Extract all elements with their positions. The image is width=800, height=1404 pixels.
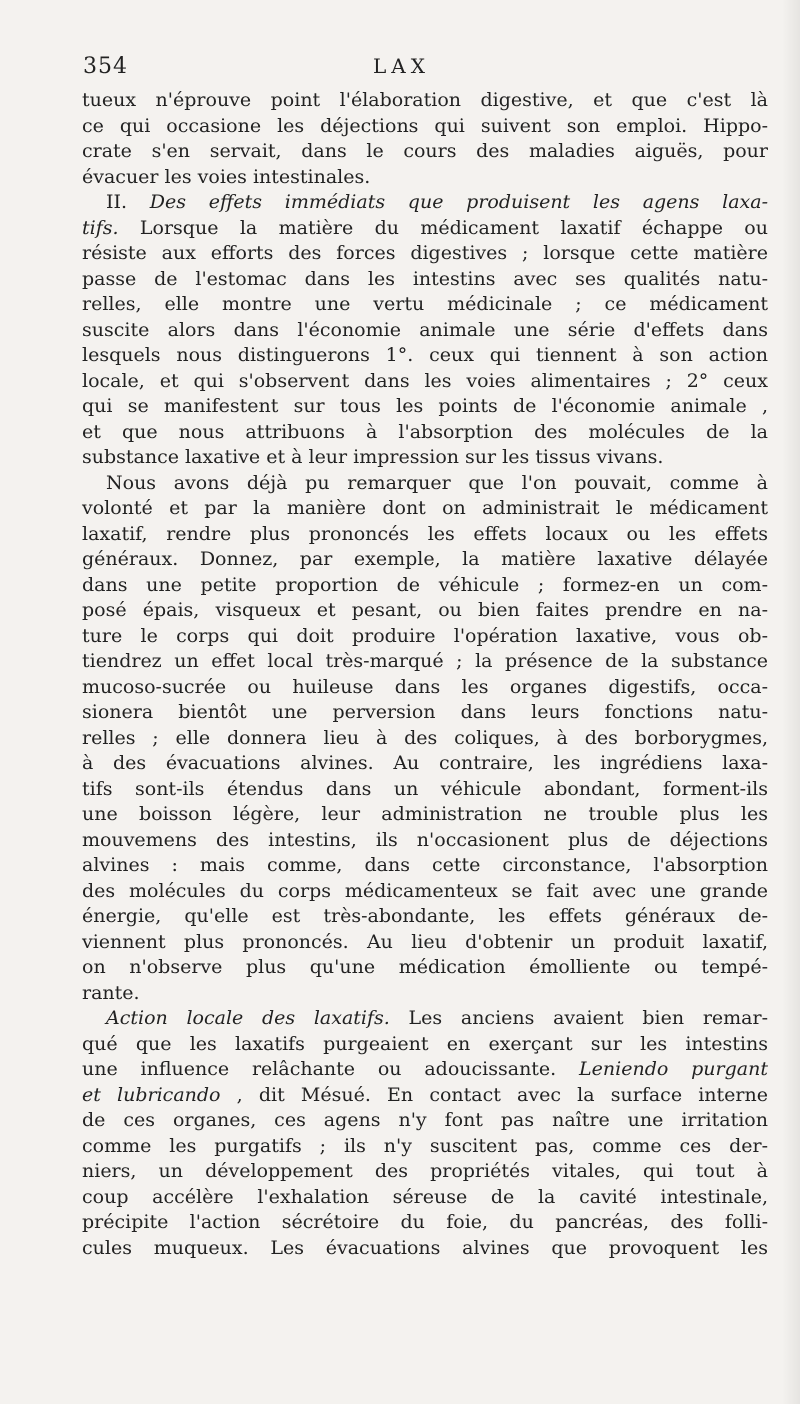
line-text: suscite alors dans l'économie animale une série d'effets dans <box>82 318 768 341</box>
line-text: ture le corps qui doit produire l'opération laxative, vous ob- <box>82 624 768 647</box>
text-line <box>82 420 768 446</box>
line-text: tiendrez un effet local très-marqué ; la présence de la substance <box>82 650 768 672</box>
line-text: lesquels nous distinguerons 1°. ceux qui tiennent à son action <box>82 344 768 366</box>
line-text: Nous avons déjà pu remarquer que l'on pouvait, comme à <box>106 471 768 494</box>
text-line <box>82 649 768 675</box>
page-header <box>83 50 740 84</box>
running-head: LAX <box>373 54 430 78</box>
line-text: on n'observe plus qu'une médication émolliente ou tempé- <box>82 956 768 978</box>
line-text: une boisson légère, leur administration ne trouble plus les <box>82 803 768 825</box>
text-line <box>82 343 768 369</box>
text-line <box>82 1108 768 1134</box>
line-text: sionera bientôt une perversion dans leurs fonctions natu- <box>82 701 768 723</box>
text-line <box>82 955 768 981</box>
line-text: II. <box>106 191 150 213</box>
text-line <box>82 624 768 650</box>
line-text: qui se manifestent sur tous les points de l'économie animale , <box>82 395 768 417</box>
text-line <box>82 318 768 344</box>
text-line <box>82 139 768 165</box>
line-text: volonté et par la manière dont on administrait le médicament <box>82 497 768 519</box>
line-text: relles ; elle donnera lieu à des coliques, à des borborygmes, <box>82 726 768 749</box>
text-line <box>82 88 768 114</box>
line-text: Les anciens avaient bien remar- <box>389 1007 768 1029</box>
text-line <box>82 394 768 420</box>
line-text: une influence relâchante ou adoucissante. <box>82 1058 580 1080</box>
line-text: relles, elle montre une vertu médicinale ; ce médicament <box>82 293 768 315</box>
text-line <box>82 267 768 293</box>
line-text: tifs sont-ils étendus dans un véhicule abondant, forment-ils <box>82 777 768 800</box>
line-text: qué que les laxatifs purgeaient en exerçant sur les intestins <box>82 1032 768 1055</box>
text-line <box>82 1236 768 1262</box>
page-edge-shadow <box>782 0 800 1404</box>
line-text: viennent plus prononcés. Au lieu d'obtenir un produit laxatif, <box>82 930 768 953</box>
text-line <box>82 598 768 624</box>
body-text <box>82 88 768 1261</box>
text-line <box>82 216 768 242</box>
text-line <box>82 547 768 573</box>
text-line <box>82 1057 768 1083</box>
text-line <box>82 1185 768 1211</box>
line-text: comme les purgatifs ; ils n'y suscitent pas, comme ces der- <box>82 1134 768 1157</box>
text-line <box>82 292 768 318</box>
text-line <box>82 904 768 930</box>
line-text: et que nous attribuons à l'absorption des molécules de la <box>82 420 768 443</box>
text-line <box>82 1006 768 1032</box>
line-text: mucoso-sucrée ou huileuse dans les organes digestifs, occa- <box>82 675 768 698</box>
text-line <box>82 471 768 497</box>
line-text: locale, et qui s'observent dans les voies alimentaires ; 2° ceux <box>82 369 768 392</box>
text-line <box>82 726 768 752</box>
text-line <box>82 879 768 905</box>
text-line <box>82 1210 768 1236</box>
line-text: précipite l'action sécrétoire du foie, du pancréas, des folli- <box>82 1211 768 1233</box>
text-line <box>82 165 768 191</box>
text-line <box>82 853 768 879</box>
line-text: généraux. Donnez, par exemple, la matière laxative délayée <box>82 548 768 570</box>
text-line <box>82 751 768 777</box>
italic-text: tifs. <box>82 216 119 239</box>
text-line <box>82 114 768 140</box>
text-line <box>82 675 768 701</box>
text-line <box>82 1032 768 1058</box>
line-text: résiste aux efforts des forces digestives ; lorsque cette matière <box>82 242 768 264</box>
text-line <box>82 496 768 522</box>
text-line <box>82 981 768 1007</box>
line-text: ce qui occasione les déjections qui suivent son emploi. Hippo- <box>82 114 768 137</box>
line-text: passe de l'estomac dans les intestins avec ses qualités natu- <box>82 267 768 290</box>
italic-text: et lubricando <box>82 1083 221 1106</box>
text-line <box>82 369 768 395</box>
text-line <box>82 802 768 828</box>
text-line <box>82 700 768 726</box>
text-line <box>82 573 768 599</box>
line-text: de ces organes, ces agens n'y font pas naître une irritation <box>82 1109 768 1131</box>
line-text: niers, un développement des propriétés vitales, qui tout à <box>82 1160 768 1182</box>
line-text: laxatif, rendre plus prononcés les effets locaux ou les effets <box>82 522 768 545</box>
page-number: 354 <box>83 54 128 79</box>
text-line <box>82 1083 768 1109</box>
text-line <box>82 241 768 267</box>
text-line <box>82 1159 768 1185</box>
line-text: des molécules du corps médicamenteux se fait avec une grande <box>82 879 768 902</box>
text-line <box>82 1134 768 1160</box>
text-line <box>82 190 768 216</box>
line-text: cules muqueux. Les évacuations alvines que provoquent les <box>82 1236 768 1259</box>
line-text: substance laxative et à leur impression sur les tissus vivans. <box>82 446 664 468</box>
line-text: posé épais, visqueux et pesant, ou bien faites prendre en na- <box>82 599 768 621</box>
text-line <box>82 522 768 548</box>
line-text: évacuer les voies intestinales. <box>82 165 371 188</box>
text-line <box>82 930 768 956</box>
italic-text: Leniendo purgant <box>579 1058 768 1080</box>
line-text: mouvemens des intestins, ils n'occasionent plus de déjections <box>82 828 768 851</box>
text-line <box>82 828 768 854</box>
line-text: rante. <box>82 981 140 1004</box>
italic-text: Des effets immédiats que produisent les agens laxa- <box>149 191 769 213</box>
line-text: crate s'en servait, dans le cours des maladies aiguës, pour <box>82 140 768 162</box>
line-text: dans une petite proportion de véhicule ; formez-en un com- <box>82 573 768 596</box>
line-text: , dit Mésué. En contact avec la surface interne <box>220 1083 768 1106</box>
line-text: alvines : mais comme, dans cette circonstance, l'absorption <box>82 854 768 876</box>
line-text: énergie, qu'elle est très-abondante, les effets généraux de- <box>82 905 768 927</box>
italic-text: Action locale des laxatifs. <box>106 1007 390 1029</box>
line-text: Lorsque la matière du médicament laxatif échappe ou <box>118 216 768 239</box>
text-line <box>82 777 768 803</box>
line-text: coup accélère l'exhalation séreuse de la cavité intestinale, <box>82 1185 768 1208</box>
text-line <box>82 445 768 471</box>
line-text: tueux n'éprouve point l'élaboration digestive, et que c'est là <box>82 89 768 111</box>
line-text: à des évacuations alvines. Au contraire, les ingrédiens laxa- <box>82 752 768 774</box>
